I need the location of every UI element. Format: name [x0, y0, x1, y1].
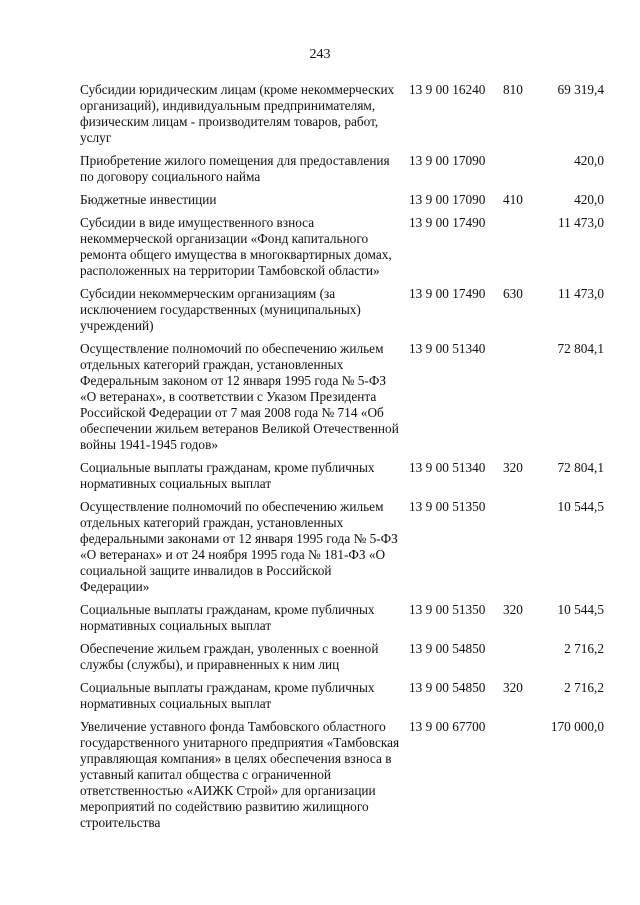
target-article-code: 13 9 00 67700 — [409, 719, 486, 734]
amount: 69 319,4 — [557, 82, 604, 97]
amount: 11 473,0 — [557, 215, 604, 230]
expense-name: Субсидии некоммерческим организациям (за исключением государственных (муниципальных) учреждений) — [80, 286, 361, 333]
amount: 10 544,5 — [557, 602, 604, 617]
target-article-code: 13 9 00 54850 — [409, 641, 486, 656]
table-row — [80, 82, 604, 146]
target-article-code: 13 9 00 51340 — [409, 341, 486, 356]
table-row — [80, 680, 604, 712]
expense-type-code: 320 — [503, 602, 523, 617]
target-article-code: 13 9 00 17090 — [409, 192, 486, 207]
target-article-code: 13 9 00 17490 — [409, 286, 486, 301]
amount: 2 716,2 — [564, 680, 604, 695]
amount: 10 544,5 — [557, 499, 604, 514]
table-row — [80, 286, 604, 334]
expense-name: Обеспечение жильем граждан, уволенных с военной службы (службы), и приравненных к ним лиц — [80, 641, 379, 672]
table-row — [80, 641, 604, 673]
expense-type-code: 810 — [503, 82, 523, 97]
expense-name: Социальные выплаты гражданам, кроме публичных нормативных социальных выплат — [80, 602, 375, 633]
table-row — [80, 215, 604, 279]
table-row — [80, 153, 604, 185]
expense-name: Социальные выплаты гражданам, кроме публичных нормативных социальных выплат — [80, 460, 375, 491]
target-article-code: 13 9 00 51340 — [409, 460, 486, 475]
expense-name: Субсидии в виде имущественного взноса некоммерческой организации «Фонд капитального ремонта общего имущества в многоквартирных домах, расположенных на территории Тамбовской области» — [80, 215, 392, 278]
amount: 170 000,0 — [550, 719, 604, 734]
target-article-code: 13 9 00 51350 — [409, 602, 486, 617]
expense-type-code: 630 — [503, 286, 523, 301]
amount: 420,0 — [574, 192, 604, 207]
amount: 11 473,0 — [557, 286, 604, 301]
expense-type-code: 410 — [503, 192, 523, 207]
amount: 2 716,2 — [564, 641, 604, 656]
expense-type-code: 320 — [503, 460, 523, 475]
expense-name: Осуществление полномочий по обеспечению жильем отдельных категорий граждан, установленных Федеральным законом от 12 января 1995 года № 5-ФЗ «О ветеранах», в соответствии с Указом Президента Российской Федерации от 7 мая 2008 года № 714 «Об обеспечении жильем ветеранов Великой Отечественной войны 1941-1945 годов» — [80, 341, 399, 452]
table-row — [80, 719, 604, 831]
page-number: 243 — [309, 47, 331, 62]
expense-name: Бюджетные инвестиции — [80, 192, 217, 207]
target-article-code: 13 9 00 54850 — [409, 680, 486, 695]
amount: 420,0 — [574, 153, 604, 168]
expense-name: Субсидии юридическим лицам (кроме некоммерческих организаций), индивидуальным предпринимателям, физическим лицам - производителям товаров, работ, услуг — [80, 82, 395, 145]
table-row — [80, 341, 604, 453]
table-row — [80, 499, 604, 595]
budget-table — [80, 82, 604, 838]
target-article-code: 13 9 00 17090 — [409, 153, 486, 168]
expense-name: Приобретение жилого помещения для предоставления по договору социального найма — [80, 153, 390, 184]
table-row — [80, 602, 604, 634]
table-row — [80, 460, 604, 492]
expense-name: Осуществление полномочий по обеспечению жильем отдельных категорий граждан, установленных федеральными законами от 12 января 1995 года № 5-ФЗ «О ветеранах» и от 24 ноября 1995 года № 181-ФЗ «О социальной защите инвалидов в Российской Федерации» — [80, 499, 398, 594]
amount: 72 804,1 — [557, 460, 604, 475]
expense-type-code: 320 — [503, 680, 523, 695]
amount: 72 804,1 — [557, 341, 604, 356]
expense-name: Социальные выплаты гражданам, кроме публичных нормативных социальных выплат — [80, 680, 375, 711]
expense-name: Увеличение уставного фонда Тамбовского областного государственного унитарного предприятия «Тамбовская управляющая компания» в целях обеспечения взноса в уставный капитал общества с ограниченной ответственностью «АИЖК Строй» для организации мероприятий по содействию развитию жилищного строительства — [80, 719, 400, 830]
target-article-code: 13 9 00 16240 — [409, 82, 486, 97]
table-row — [80, 192, 604, 208]
target-article-code: 13 9 00 17490 — [409, 215, 486, 230]
target-article-code: 13 9 00 51350 — [409, 499, 486, 514]
